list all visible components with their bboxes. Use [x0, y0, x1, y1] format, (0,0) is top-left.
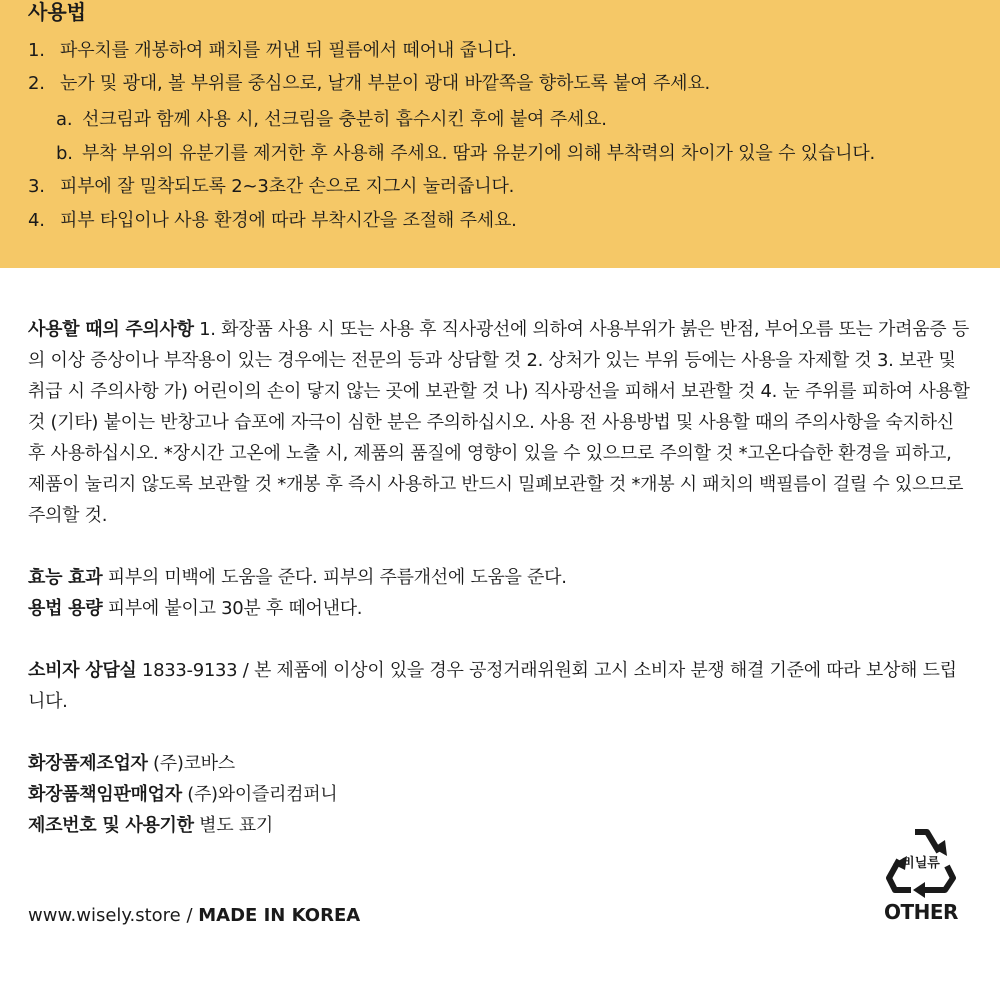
step-text: 피부 타입이나 사용 환경에 따라 부착시간을 조절해 주세요. — [60, 210, 517, 231]
usage-step-4 — [28, 208, 517, 234]
efficacy-line — [28, 562, 973, 593]
step-number: 4. — [28, 210, 45, 231]
step-text: 눈가 및 광대, 볼 부위를 중심으로, 날개 부분이 광대 바깥쪽을 향하도록 붙여 주세요. — [60, 73, 711, 94]
precautions-label: 사용할 때의 주의사항 — [28, 319, 194, 340]
lot-line — [28, 810, 973, 841]
recycle-mark — [876, 822, 966, 932]
usage-step-2a — [56, 107, 607, 133]
seller-line — [28, 779, 973, 810]
step-number: 3. — [28, 176, 45, 197]
step-text: 선크림과 함께 사용 시, 선크림을 충분히 흡수시킨 후에 붙여 주세요. — [82, 109, 607, 130]
step-text: 부착 부위의 유분기를 제거한 후 사용해 주세요. 땀과 유분기에 의해 부착력의 차이가 있을 수 있습니다. — [82, 143, 876, 164]
step-number: 2. — [28, 73, 45, 94]
dosage-label: 용법 용량 — [28, 598, 103, 619]
usage-step-2b — [56, 141, 875, 167]
step-text: 파우치를 개봉하여 패치를 꺼낸 뒤 필름에서 떼어내 줍니다. — [60, 40, 517, 61]
usage-step-2 — [28, 71, 710, 97]
consumer-text: 1833-9133 / 본 제품에 이상이 있을 경우 공정거래위원회 고시 소비자 분쟁 해결 기준에 따라 보상해 드립니다. — [28, 660, 957, 712]
usage-section — [0, 0, 1000, 268]
website-link[interactable]: www.wisely.store / — [28, 905, 193, 926]
recycle-category-label: OTHER — [884, 900, 958, 924]
usage-step-1 — [28, 38, 517, 64]
product-info — [28, 314, 973, 841]
efficacy-text: 피부의 미백에 도움을 준다. 피부의 주름개선에 도움을 준다. — [107, 567, 567, 588]
usage-step-3 — [28, 174, 514, 200]
seller-text: (주)와이즐리컴퍼니 — [187, 784, 338, 805]
manufacturer-text: (주)코바스 — [153, 753, 235, 774]
dosage-text: 피부에 붙이고 30분 후 떼어낸다. — [107, 598, 363, 619]
step-text: 피부에 잘 밀착되도록 2~3초간 손으로 지그시 눌러줍니다. — [60, 176, 515, 197]
manufacturer-label: 화장품제조업자 — [28, 753, 148, 774]
precautions-text: 1. 화장품 사용 시 또는 사용 후 직사광선에 의하여 사용부위가 붉은 반점, 부어오름 또는 가려움증 등의 이상 증상이나 부작용이 있는 경우에는 전문의 등과 상담할 것 2. 상처가 있는 부위 등에는 사용을 자제할 것 3. 보관 및 취급 시 주의사항 가) 어린이의 손이 닿지 않는 곳에 보관할 것 나) 직사광선을 피해서 보관할 것 4. 눈 주위를 피하여 사용할 것 (기타) 붙이는 반창고나 습포에 자극이 심한 분은 주의하십시오. 사용 전 사용방법 및 사용할 때의 주의사항을 숙지하신 후 사용하십시오. *장시간 고온에 노출 시, 제품의 품질에 영향이 있을 수 있으므로 주의할 것 *고온다습한 환경을 피하고, 제품이 눌리지 않도록 보관할 것 *개봉 후 즉시 사용하고 반드시 밀폐보관할 것 *개봉 시 패치의 백필름이 걸릴 수 있으므로 주의할 것. — [28, 319, 970, 526]
step-number: b. — [56, 143, 73, 164]
recycle-material-label: 비닐류 — [902, 856, 940, 871]
footer — [28, 902, 360, 930]
manufacturer-line — [28, 748, 973, 779]
lot-label: 제조번호 및 사용기한 — [28, 815, 194, 836]
step-number: a. — [56, 109, 73, 130]
made-in-label: MADE IN KOREA — [198, 905, 361, 926]
step-number: 1. — [28, 40, 45, 61]
efficacy-label: 효능 효과 — [28, 567, 103, 588]
consumer-label: 소비자 상담실 — [28, 660, 137, 681]
dosage-line — [28, 593, 973, 624]
consumer-line — [28, 655, 973, 717]
precautions-paragraph — [28, 314, 973, 531]
seller-label: 화장품책임판매업자 — [28, 784, 182, 805]
lot-text: 별도 표기 — [199, 815, 273, 836]
usage-title: 사용법 — [28, 0, 86, 24]
